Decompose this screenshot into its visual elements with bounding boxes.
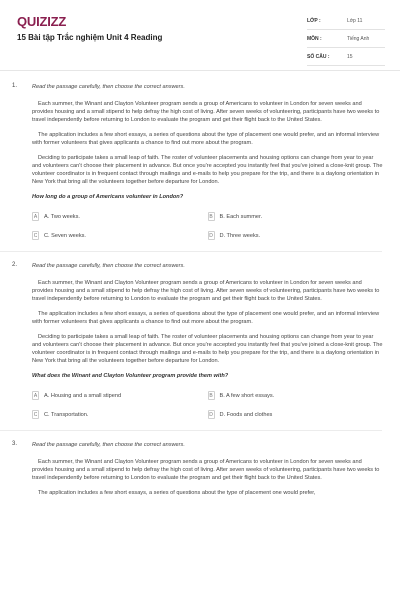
meta-row-class (307, 12, 385, 30)
question-stem: How long do a group of Americans volunteer in London? (32, 194, 184, 200)
worksheet-title: 15 Bài tập Trắc nghiệm Unit 4 Reading (17, 33, 163, 42)
meta-value: Lớp 11 (347, 17, 363, 24)
answer-option-d[interactable] (208, 230, 384, 241)
question-divider (0, 430, 382, 431)
passage-paragraph: Each summer, the Winant and Clayton Volunteer program sends a group of Americans to volunteer in London for seven weeks and provides housing and a small stipend to help defray the high cost of living. After seven weeks of volunteering, participants have two weeks to travel independently before returning to London to evaluate the program and get their flight back to the United States. (32, 280, 380, 302)
option-text: A. Housing and a small stipend (44, 392, 122, 399)
answer-option-c[interactable] (32, 230, 208, 241)
option-text: B. Each summer. (219, 213, 263, 220)
worksheet-meta (307, 12, 385, 66)
option-text: D. Three weeks. (219, 232, 261, 239)
option-text: C. Transportation. (44, 411, 89, 418)
option-letter-box: B (209, 392, 213, 399)
question-number: 3. (12, 441, 18, 447)
answer-option-b[interactable] (208, 390, 384, 401)
option-letter-box: D (209, 232, 213, 239)
question-2 (0, 262, 383, 431)
passage-paragraph: The application includes a few short essays, a series of questions about the type of placement one would prefer, and an informal interview with former volunteers that gives applicants a chance to find out more about the program. (32, 132, 380, 146)
option-letter-box: B (209, 213, 213, 220)
question-instruction: Read the passage carefully, then choose the correct answers. (32, 263, 185, 269)
option-text: A. Two weeks. (44, 213, 80, 220)
option-letter-box: C (33, 232, 38, 239)
option-text: D. Foods and clothes (219, 411, 273, 418)
question-3 (0, 441, 383, 497)
option-letter-box: A (33, 213, 38, 220)
meta-key: SỐ CÂU : (307, 53, 330, 60)
question-1 (0, 83, 383, 252)
option-letter-box: C (33, 411, 38, 418)
question-stem: What does the Winant and Clayton Volunteer program provide them with? (32, 373, 229, 379)
answer-options (32, 211, 383, 241)
meta-value: Tiếng Anh (347, 35, 370, 42)
option-text: B. A few short essays. (219, 392, 275, 399)
question-number: 1. (12, 83, 18, 89)
passage-paragraph: The application includes a few short essays, a series of questions about the type of placement one would prefer, and an informal interview with former volunteers that gives applicants a chance to find out more about the program. (32, 311, 380, 325)
question-instruction: Read the passage carefully, then choose the correct answers. (32, 84, 185, 90)
quizizz-logo[interactable]: QUIZIZZ (17, 14, 67, 29)
answer-option-a[interactable] (32, 390, 208, 401)
meta-key: MÔN : (307, 35, 322, 42)
passage-paragraph: The application includes a few short essays, a series of questions about the type of placement one would prefer, (38, 490, 316, 496)
passage-paragraph: Each summer, the Winant and Clayton Volunteer program sends a group of Americans to volunteer in London for seven weeks and provides housing and a small stipend to help defray the high cost of living. After seven weeks of volunteering, participants have two weeks to travel independently before returning to London to evaluate the program and get their flight back to the United States. (32, 101, 380, 123)
answer-option-d[interactable] (208, 409, 384, 420)
question-divider (0, 251, 382, 252)
question-number: 2. (12, 262, 18, 268)
worksheet-header (0, 0, 400, 71)
answer-option-c[interactable] (32, 409, 208, 420)
passage-paragraph: Deciding to participate takes a small leap of faith. The roster of volunteer placements and housing options can change from year to year and volunteers can't choose their placement in advance. But once you're accepted you instantly feel that you've joined a close-knit group. The volunteer coordinator is in frequent contact through mailings and e-mails to help you prepare for the trip, and there is a daylong orientation in New York that bring all the volunteers together before departure for London. (32, 155, 383, 185)
answer-option-b[interactable] (208, 211, 384, 222)
option-letter-box: A (33, 392, 38, 399)
answer-options (32, 390, 383, 420)
option-letter-box: D (209, 411, 213, 418)
meta-value: 15 (347, 53, 353, 60)
question-instruction: Read the passage carefully, then choose the correct answers. (32, 442, 185, 448)
passage-paragraph: Deciding to participate takes a small leap of faith. The roster of volunteer placements and housing options can change from year to year and volunteers can't choose their placement in advance. But once you're accepted you instantly feel that you've joined a close-knit group. The volunteer coordinator is in frequent contact through mailings and e-mails to help you prepare for the trip, and there is a daylong orientation in New York that bring all the volunteers together before departure for London. (32, 334, 383, 364)
meta-row-count (307, 48, 385, 66)
meta-row-subject (307, 30, 385, 48)
meta-key: LỚP : (307, 17, 321, 24)
passage-paragraph: Each summer, the Winant and Clayton Volunteer program sends a group of Americans to volunteer in London for seven weeks and provides housing and a small stipend to help defray the high cost of living. After seven weeks of volunteering, participants have two weeks to travel independently before returning to London to evaluate the program and get their flight back to the United States. (32, 459, 380, 481)
answer-option-a[interactable] (32, 211, 208, 222)
option-text: C. Seven weeks. (44, 232, 86, 239)
question-list (0, 71, 400, 497)
